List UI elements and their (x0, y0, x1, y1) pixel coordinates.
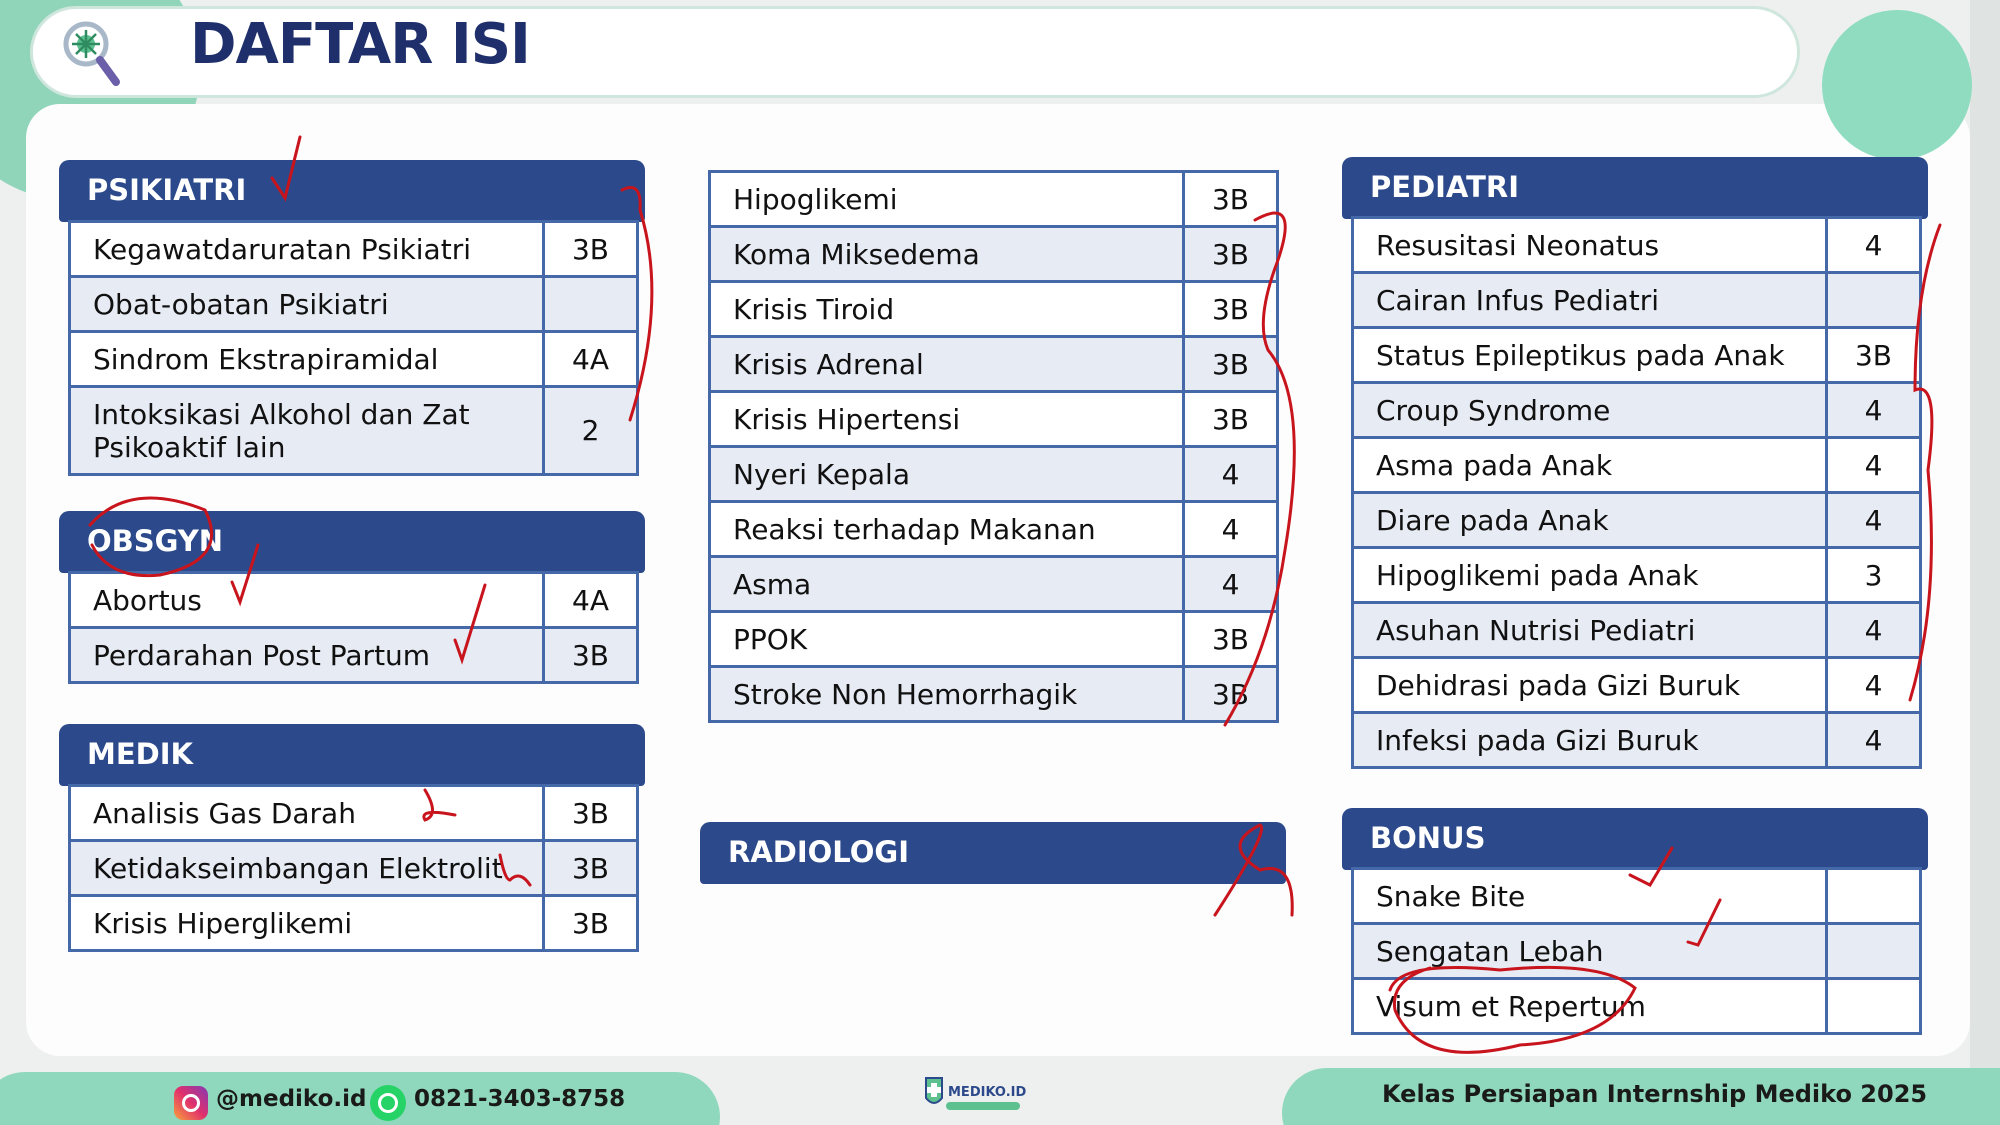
competency-level: 3 (1827, 548, 1921, 603)
table-row (1353, 328, 1921, 383)
table-row (70, 222, 638, 277)
topic-name: Krisis Tiroid (710, 282, 1184, 337)
competency-level: 4 (1827, 603, 1921, 658)
competency-level: 3B (1184, 392, 1278, 447)
topic-name: Resusitasi Neonatus (1353, 218, 1827, 273)
table-row (1353, 273, 1921, 328)
competency-level: 3B (1184, 667, 1278, 722)
competency-level: 4 (1827, 493, 1921, 548)
competency-level: 3B (1184, 612, 1278, 667)
competency-level (1827, 979, 1921, 1034)
competency-level: 4 (1827, 383, 1921, 438)
topic-name: Perdarahan Post Partum (70, 628, 544, 683)
logo-text: MEDIKO.ID (948, 1085, 1027, 1100)
table-row (1353, 713, 1921, 768)
table-row (710, 172, 1278, 227)
competency-level (544, 277, 638, 332)
section-header-bonus: BONUS (1342, 808, 1928, 870)
topic-name: Sengatan Lebah (1353, 924, 1827, 979)
competency-level: 3B (544, 896, 638, 951)
competency-level: 3B (1184, 172, 1278, 227)
competency-level: 3B (544, 628, 638, 683)
topic-name: Obat-obatan Psikiatri (70, 277, 544, 332)
section-header-obsgyn: OBSGYN (59, 511, 645, 573)
topic-name: Sindrom Ekstrapiramidal (70, 332, 544, 387)
competency-level: 4 (1827, 658, 1921, 713)
magnifier-virus-icon (60, 18, 122, 88)
topic-name: Infeksi pada Gizi Buruk (1353, 713, 1827, 768)
topic-name: Hipoglikemi pada Anak (1353, 548, 1827, 603)
competency-level: 4A (544, 332, 638, 387)
topic-name: Koma Miksedema (710, 227, 1184, 282)
whatsapp-icon (370, 1085, 406, 1121)
competency-level: 4A (544, 573, 638, 628)
section-header-medik: MEDIK (59, 724, 645, 786)
table-row (1353, 438, 1921, 493)
competency-level: 2 (544, 387, 638, 475)
topic-name: Stroke Non Hemorrhagik (710, 667, 1184, 722)
topic-name: Hipoglikemi (710, 172, 1184, 227)
topic-name: Krisis Hipertensi (710, 392, 1184, 447)
topic-name: Diare pada Anak (1353, 493, 1827, 548)
topic-name: Krisis Hiperglikemi (70, 896, 544, 951)
table-row (710, 502, 1278, 557)
table-row (1353, 218, 1921, 273)
table-row (1353, 924, 1921, 979)
table-bonus (1351, 867, 1922, 1035)
section-header-psikiatri: PSIKIATRI (59, 160, 645, 222)
decor-blob-top-right (1822, 10, 1972, 160)
table-row (710, 447, 1278, 502)
table-row (1353, 383, 1921, 438)
competency-level: 4 (1827, 713, 1921, 768)
table-row (710, 557, 1278, 612)
mediko-logo (918, 1072, 1028, 1116)
decor-band-right (1970, 0, 2000, 1125)
competency-level: 4 (1184, 502, 1278, 557)
table-row (710, 612, 1278, 667)
topic-name: Dehidrasi pada Gizi Buruk (1353, 658, 1827, 713)
table-row (70, 277, 638, 332)
competency-level (1827, 273, 1921, 328)
competency-level: 4 (1184, 557, 1278, 612)
table-row (1353, 979, 1921, 1034)
competency-level: 3B (544, 841, 638, 896)
table-row (70, 573, 638, 628)
topic-name: Snake Bite (1353, 869, 1827, 924)
topic-name: Abortus (70, 573, 544, 628)
table-medik-continued (708, 170, 1279, 723)
table-row (70, 628, 638, 683)
topic-name: Ketidakseimbangan Elektrolit (70, 841, 544, 896)
table-row (70, 332, 638, 387)
competency-level: 4 (1184, 447, 1278, 502)
table-obsgyn (68, 571, 639, 684)
table-row (70, 387, 638, 475)
table-psikiatri (68, 220, 639, 476)
table-row (710, 667, 1278, 722)
table-pediatri (1351, 216, 1922, 769)
table-row (1353, 658, 1921, 713)
table-row (710, 282, 1278, 337)
table-row (70, 841, 638, 896)
table-row (70, 786, 638, 841)
topic-name: Reaksi terhadap Makanan (710, 502, 1184, 557)
topic-name: Visum et Repertum (1353, 979, 1827, 1034)
competency-level: 4 (1827, 218, 1921, 273)
competency-level: 4 (1827, 438, 1921, 493)
topic-name: Nyeri Kepala (710, 447, 1184, 502)
competency-level (1827, 924, 1921, 979)
topic-name: PPOK (710, 612, 1184, 667)
table-row (70, 896, 638, 951)
topic-name: Analisis Gas Darah (70, 786, 544, 841)
topic-name: Croup Syndrome (1353, 383, 1827, 438)
topic-name: Kegawatdaruratan Psikiatri (70, 222, 544, 277)
section-header-pediatri: PEDIATRI (1342, 157, 1928, 219)
footer-brand-text: Kelas Persiapan Internship Mediko 2025 (1382, 1080, 1928, 1108)
topic-name: Asma pada Anak (1353, 438, 1827, 493)
competency-level: 3B (1184, 282, 1278, 337)
competency-level (1827, 869, 1921, 924)
topic-name: Krisis Adrenal (710, 337, 1184, 392)
topic-name: Asuhan Nutrisi Pediatri (1353, 603, 1827, 658)
section-header-radiologi: RADIOLOGI (700, 822, 1286, 884)
competency-level: 3B (1184, 227, 1278, 282)
instagram-icon (174, 1086, 208, 1120)
footer-whatsapp-number: 0821-3403-8758 (414, 1086, 626, 1112)
competency-level: 3B (544, 222, 638, 277)
topic-name: Cairan Infus Pediatri (1353, 273, 1827, 328)
competency-level: 3B (544, 786, 638, 841)
footer-instagram-handle: @mediko.id (216, 1086, 367, 1112)
competency-level: 3B (1184, 337, 1278, 392)
topic-name: Asma (710, 557, 1184, 612)
table-row (1353, 869, 1921, 924)
table-medik (68, 784, 639, 952)
topic-name: Intoksikasi Alkohol dan Zat Psikoaktif lain (70, 387, 544, 475)
table-row (710, 227, 1278, 282)
table-row (710, 337, 1278, 392)
table-row (1353, 493, 1921, 548)
topic-name: Status Epileptikus pada Anak (1353, 328, 1827, 383)
competency-level: 3B (1827, 328, 1921, 383)
table-row (1353, 548, 1921, 603)
page-title: DAFTAR ISI (190, 12, 530, 77)
table-row (1353, 603, 1921, 658)
table-row (710, 392, 1278, 447)
